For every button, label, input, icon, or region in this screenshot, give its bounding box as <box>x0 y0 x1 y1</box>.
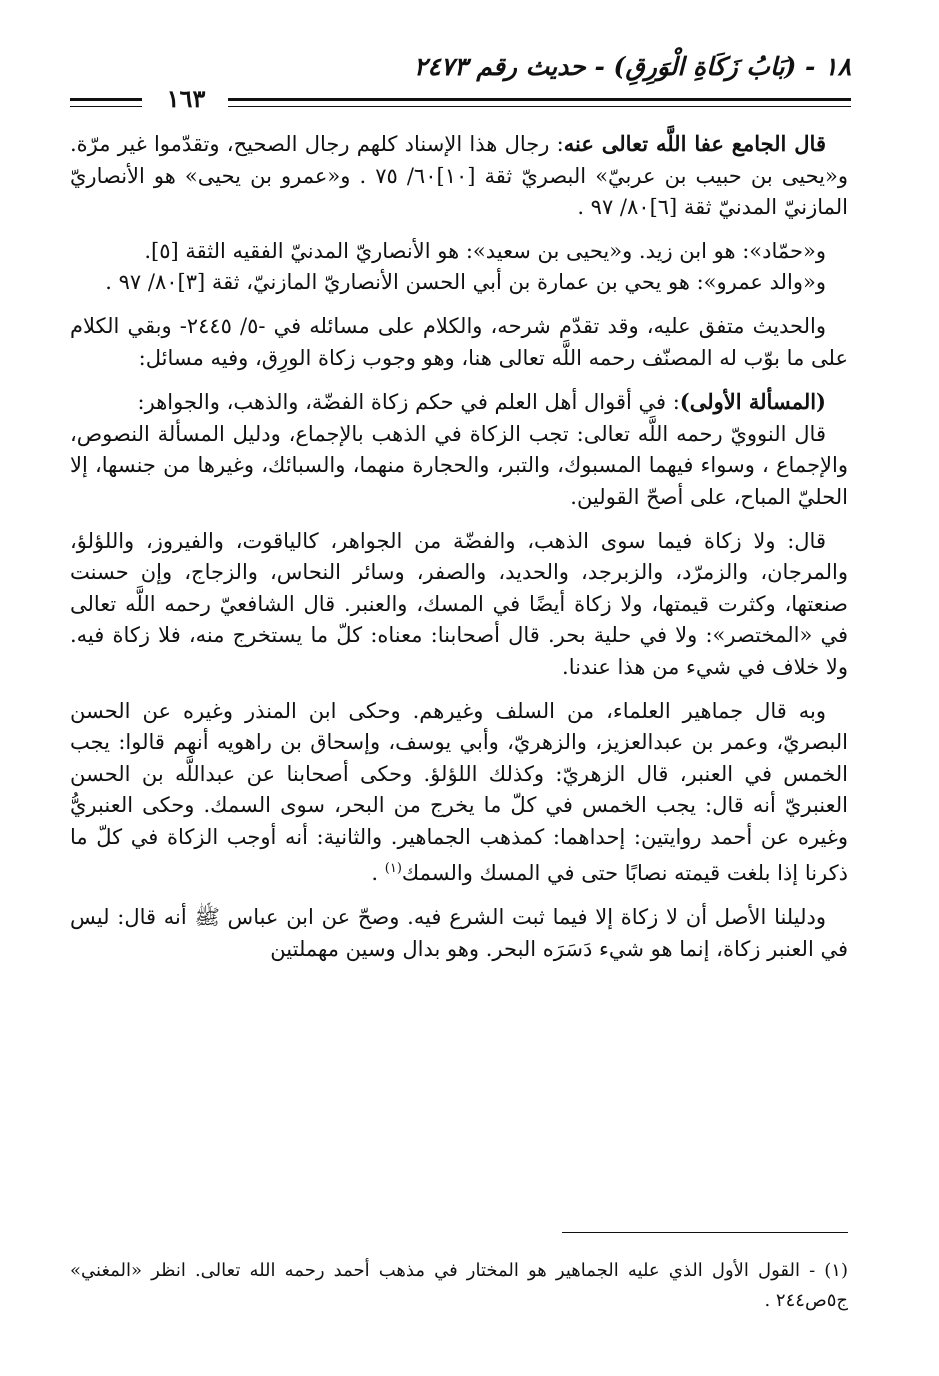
paragraph-hammad <box>70 236 848 268</box>
paragraph-text: قال النوويّ رحمه اللَّه تعالى: تجب الزكاة في الذهب بالإجماع، ودليل المسألة النصوص، والإجماع ، وسواء فيهما المسبوك، والتبر، والحجارة منهما، والسبائك، وغيرها من جنسها، إلا الحليّ المباح، على أصحّ القولين. <box>70 421 848 509</box>
paragraph-text: والحديث متفق عليه، وقد تقدّم شرحه، والكلام على مسائله في -٥/ ٢٤٤٥- وبقي الكلام على ما بوّب له المصنّف رحمه اللَّه تعالى هنا، وهو وجوب زكاة الورِق، وفيه مسائل: <box>70 313 848 370</box>
paragraph-text: ودليلنا الأصل أن لا زكاة إلا فيما ثبت الشرع فيه. وصحّ عن ابن عباس ﷺ أنه قال: ليس في العنبر زكاة، إنما هو شيء دَسَرَه البحر. وهو بدال وسين مهملتين <box>70 905 848 961</box>
paragraph-text-end: . <box>371 861 385 886</box>
paragraph-father-of-amr <box>70 267 848 299</box>
paragraph-narrators <box>70 128 848 224</box>
running-header-title: ١٨ - (بَابُ زَكَاةِ الْوَرِقِ) - حديث رقم ٢٤٧٣ <box>413 52 851 81</box>
footnote-separator <box>562 1232 848 1233</box>
author-remark-lead: قال الجامع عفا اللَّه تعالى عنه <box>563 131 826 156</box>
paragraph-text: قال: ولا زكاة فيما سوى الذهب، والفضّة من الجواهر، كالياقوت، والفيروز، واللؤلؤ، والمرجان، والزمرّد، والزبرجد، والحديد، والصفر، وسائر النحاس، والزجاج، وإن حسنت صنعتها، وكثرت قيمتها، ولا زكاة أيضًا في المسك، والعنبر. قال الشافعيّ رحمه اللَّه تعالى في «المختصر»: ولا في حلية بحر. قال أصحابنا: معناه: كلّ ما يستخرج منه، فلا زكاة فيه. ولا خلاف في شيء من هذا عندنا. <box>70 528 848 679</box>
paragraph-text: و«حمّاد»: هو ابن زيد. و«يحيى بن سعيد»: هو الأنصاريّ المدنيّ الفقيه الثقة [٥]. <box>144 238 826 263</box>
header-rule-short <box>70 98 142 107</box>
issue-heading: (المسألة الأولى) <box>679 389 826 415</box>
paragraph-text: و«والد عمرو»: هو يحي بن عمارة بن أبي الحسن الأنصاريّ المازنيّ، ثقة [٣]٨٠/ ٩٧ . <box>105 270 826 295</box>
paragraph-text: : في أقوال أهل العلم في حكم زكاة الفضّة، والذهب، والجواهر: <box>137 390 680 415</box>
page-number: ١٦٣ <box>166 84 206 113</box>
paragraph-evidence <box>70 902 848 965</box>
footnote: (١) - القول الأول الذي عليه الجماهير هو المختار في مذهب أحمد رحمه الله تعالى. انظر «المغني» ج٥ص٢٤٤ . <box>70 1260 848 1311</box>
paragraph-first-issue <box>70 386 848 419</box>
footnote-reference[interactable]: (١) <box>384 861 402 877</box>
paragraph-hadith-status <box>70 311 848 374</box>
paragraph-nawawi <box>70 419 848 514</box>
paragraph-scholars <box>70 696 848 891</box>
paragraph-text: : رجال هذا الإسناد كلهم رجال الصحيح، وتقدّموا غير مرّة. و«يحيى بن حبيب بن عربيّ» البصريّ ثقة [١٠]٦٠/ ٧٥ . و«عمرو بن يحيى» هو الأنصاريّ المازنيّ المدنيّ ثقة [٦]٨٠/ ٩٧ . <box>70 132 848 220</box>
main-text <box>70 128 848 965</box>
paragraph-jewels <box>70 526 848 684</box>
paragraph-text: وبه قال جماهير العلماء، من السلف وغيرهم. وحكى ابن المنذر وغيره عن الحسن البصريّ، وعمر بن عبدالعزيز، والزهريّ، وأبي يوسف، وإسحاق بن راهويه أنهم قالوا: يجب الخمس في العنبر، قال الزهريّ: وكذلك اللؤلؤ. وحكى أصحابنا عن عبداللَّه بن الحسن العنبريّ أنه قال: يجب الخمس في كلّ ما يخرج من البحر، سوى السمك. وحكى العنبريُّ وغيره عن أحمد روايتين: إحداهما: كمذهب الجماهير. والثانية: أنه أوجب الزكاة في كلّ ما ذكرنا إذا بلغت قيمته نصابًا حتى في المسك والسمك <box>70 698 848 886</box>
header-rule <box>228 98 851 107</box>
